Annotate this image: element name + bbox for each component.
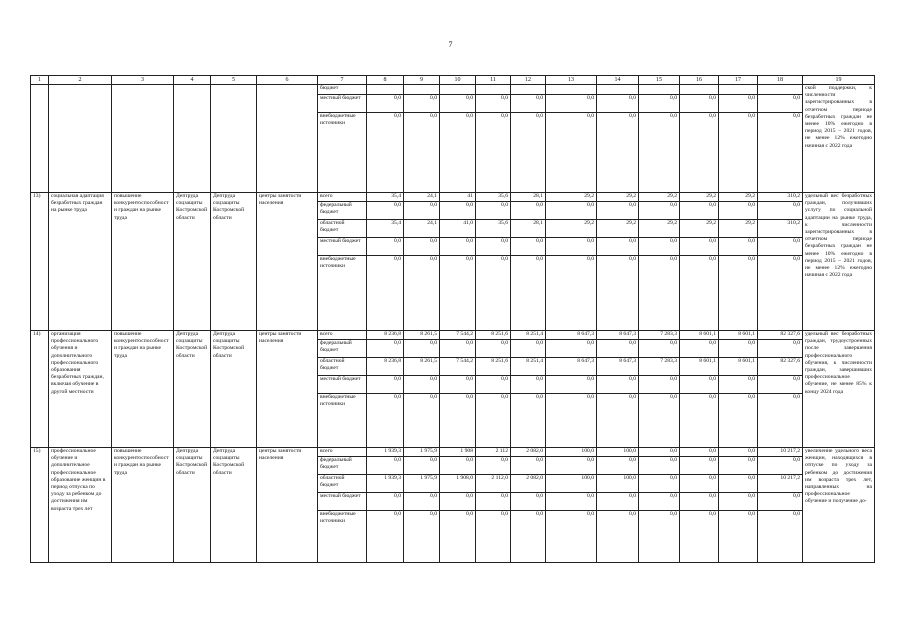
amount-cell: 0,0 (404, 95, 440, 113)
amount-cell: 0,0 (476, 113, 511, 193)
amount-cell (719, 85, 758, 95)
amount-cell: 2 112,0 (476, 475, 511, 493)
amount-cell: 0,0 (440, 113, 476, 193)
amount-cell: 8 251,4 (511, 331, 546, 340)
amount-cell: 82 327,6 (758, 358, 803, 376)
amount-cell: 0,0 (511, 394, 546, 448)
amount-cell: 0,0 (719, 95, 758, 113)
amount-cell: 0,0 (404, 256, 440, 331)
amount-cell: 0,0 (404, 202, 440, 220)
table-row (31, 85, 875, 95)
measure-goal: повышение конкурентоспособности граждан на рынке труда (112, 193, 174, 331)
amount-cell: 0,0 (476, 238, 511, 256)
amount-cell: 0,0 (758, 394, 803, 448)
column-header: 15 (639, 76, 680, 85)
amount-cell: 0,0 (404, 340, 440, 358)
funding-source: внебюджетные источники (318, 394, 367, 448)
amount-cell: 0,0 (680, 256, 719, 331)
amount-cell: 29,2 (597, 220, 639, 238)
target-indicator: удельный вес безработных граждан, получивших услугу по социальной адаптации на рынке труда, к численности зарегистрированных в отчетном периоде безработных граждан не менее 10% ежегодно в период 2015 – 2021 годов, не менее 12% ежегодно начиная с 2022 года (803, 193, 875, 331)
amount-cell (367, 85, 404, 95)
amount-cell: 0,0 (680, 457, 719, 475)
amount-cell: 0,0 (639, 95, 680, 113)
amount-cell: 0,0 (440, 256, 476, 331)
amount-cell: 0,0 (440, 394, 476, 448)
column-header: 2 (49, 76, 112, 85)
amount-cell: 29,2 (719, 193, 758, 202)
amount-cell: 0,0 (476, 493, 511, 511)
target-indicator: увеличение удельного веса женщин, находящихся в отпуске по уходу за ребенком до достижения им возраста трех лет, направленных на профессиональное обучение и получение до- (803, 448, 875, 563)
amount-cell: 0,0 (719, 113, 758, 193)
amount-cell: 28,1 (511, 193, 546, 202)
amount-cell: 100,0 (597, 448, 639, 457)
amount-cell: 0,0 (546, 394, 597, 448)
amount-cell: 0,0 (680, 340, 719, 358)
amount-cell: 0,0 (719, 457, 758, 475)
amount-cell: 8 601,1 (680, 331, 719, 340)
amount-cell: 0,0 (758, 238, 803, 256)
amount-cell: 8 601,1 (719, 331, 758, 340)
amount-cell: 0,0 (597, 376, 639, 394)
amount-cell: 0,0 (758, 511, 803, 563)
amount-cell: 0,0 (639, 202, 680, 220)
amount-cell: 0,0 (546, 376, 597, 394)
amount-cell: 0,0 (546, 493, 597, 511)
amount-cell: 0,0 (367, 202, 404, 220)
amount-cell: 0,0 (546, 95, 597, 113)
amount-cell: 0,0 (680, 202, 719, 220)
amount-cell: 0,0 (476, 376, 511, 394)
amount-cell: 1 939,3 (367, 475, 404, 493)
budget-table (30, 75, 875, 563)
amount-cell: 8 236,8 (367, 358, 404, 376)
target-indicator: удельный вес безработных граждан, трудоустроенных после завершения профессионального обучения, к численности граждан, завершивших профессиональное обучение, не менее 85% к концу 2024 года (803, 331, 875, 448)
amount-cell: 24,1 (404, 220, 440, 238)
column-header: 19 (803, 76, 875, 85)
amount-cell: 2 112 (476, 448, 511, 457)
table-row (31, 448, 875, 457)
amount-cell: 2 082,0 (511, 475, 546, 493)
amount-cell: 0,0 (597, 457, 639, 475)
amount-cell: 7 283,3 (639, 358, 680, 376)
amount-cell: 100,0 (546, 475, 597, 493)
amount-cell: 0,0 (639, 448, 680, 457)
amount-cell: 29,2 (546, 220, 597, 238)
amount-cell: 0,0 (367, 457, 404, 475)
amount-cell (440, 85, 476, 95)
measure-name (49, 85, 112, 193)
amount-cell: 0,0 (639, 475, 680, 493)
amount-cell: 0,0 (639, 493, 680, 511)
participants: центры занятости населения (257, 331, 318, 448)
amount-cell: 0,0 (511, 238, 546, 256)
funding-source: местный бюджет (318, 95, 367, 113)
amount-cell: 0,0 (404, 113, 440, 193)
funding-source: областной бюджет (318, 358, 367, 376)
amount-cell: 0,0 (404, 457, 440, 475)
amount-cell: 0,0 (404, 511, 440, 563)
amount-cell: 0,0 (367, 394, 404, 448)
column-header: 8 (367, 76, 404, 85)
amount-cell: 0,0 (719, 376, 758, 394)
group-number: 13) (31, 193, 49, 331)
amount-cell: 0,0 (367, 376, 404, 394)
amount-cell: 0,0 (639, 238, 680, 256)
funding-source: местный бюджет (318, 493, 367, 511)
amount-cell: 310,2 (758, 193, 803, 202)
amount-cell: 29,2 (639, 220, 680, 238)
amount-cell: 0,0 (511, 256, 546, 331)
column-header: 4 (174, 76, 211, 85)
measure-goal (112, 85, 174, 193)
amount-cell: 0,0 (639, 376, 680, 394)
amount-cell: 8 647,3 (597, 358, 639, 376)
amount-cell: 29,2 (680, 193, 719, 202)
amount-cell: 0,0 (597, 340, 639, 358)
amount-cell: 0,0 (680, 511, 719, 563)
amount-cell: 0,0 (511, 340, 546, 358)
amount-cell: 0,0 (597, 256, 639, 331)
amount-cell: 0,0 (440, 457, 476, 475)
amount-cell: 35,4 (367, 193, 404, 202)
amount-cell: 10 217,2 (758, 448, 803, 457)
executor: Депτруда соцзащиты Костромской области (174, 193, 211, 331)
amount-cell: 10 217,2 (758, 475, 803, 493)
amount-cell: 0,0 (680, 493, 719, 511)
amount-cell: 0,0 (511, 95, 546, 113)
amount-cell: 0,0 (597, 238, 639, 256)
amount-cell: 0,0 (597, 202, 639, 220)
amount-cell: 29,2 (719, 220, 758, 238)
amount-cell: 0,0 (719, 340, 758, 358)
amount-cell: 0,0 (597, 113, 639, 193)
amount-cell (758, 85, 803, 95)
amount-cell: 0,0 (546, 457, 597, 475)
amount-cell (511, 85, 546, 95)
amount-cell (476, 85, 511, 95)
funding-source: всего (318, 193, 367, 202)
group-number: 14) (31, 331, 49, 448)
measure-name: профессиональное обучение и дополнительное профессиональное образование женщин в период отпуска по уходу за ребенком до достижения им возраста трех лет (49, 448, 112, 563)
amount-cell: 29,2 (639, 193, 680, 202)
amount-cell: 0,0 (597, 493, 639, 511)
amount-cell: 0,0 (719, 256, 758, 331)
funding-source: областной бюджет (318, 475, 367, 493)
amount-cell: 0,0 (367, 511, 404, 563)
amount-cell: 0,0 (719, 202, 758, 220)
amount-cell: 0,0 (758, 376, 803, 394)
amount-cell: 0,0 (511, 457, 546, 475)
column-header: 10 (440, 76, 476, 85)
column-header: 1 (31, 76, 49, 85)
executor: Депτруда соцзащиты Костромской области (174, 448, 211, 563)
amount-cell: 35,6 (476, 193, 511, 202)
table-row (31, 193, 875, 202)
amount-cell: 0,0 (719, 238, 758, 256)
amount-cell: 0,0 (680, 376, 719, 394)
measure-goal: повышение конкурентоспособности граждан на рынке труда (112, 331, 174, 448)
amount-cell: 7 283,3 (639, 331, 680, 340)
amount-cell: 8 251,6 (476, 331, 511, 340)
funding-source: федеральный бюджет (318, 457, 367, 475)
amount-cell: 8 601,1 (680, 358, 719, 376)
amount-cell: 0,0 (680, 95, 719, 113)
amount-cell: 24,1 (404, 193, 440, 202)
coexecutor: Депτруда соцзащиты Костромской области (211, 193, 257, 331)
amount-cell: 0,0 (758, 202, 803, 220)
amount-cell: 8 251,4 (511, 358, 546, 376)
amount-cell: 29,2 (597, 193, 639, 202)
funding-source: внебюджетные источники (318, 113, 367, 193)
amount-cell: 100,0 (597, 475, 639, 493)
amount-cell: 0,0 (546, 511, 597, 563)
amount-cell: 0,0 (476, 202, 511, 220)
amount-cell: 0,0 (758, 95, 803, 113)
amount-cell: 0,0 (511, 202, 546, 220)
column-header: 17 (719, 76, 758, 85)
amount-cell: 82 327,6 (758, 331, 803, 340)
amount-cell: 1 975,9 (404, 448, 440, 457)
amount-cell: 0,0 (758, 256, 803, 331)
amount-cell: 0,0 (511, 493, 546, 511)
coexecutor (211, 85, 257, 193)
amount-cell: 0,0 (546, 256, 597, 331)
amount-cell: 0,0 (719, 394, 758, 448)
amount-cell: 8 261,5 (404, 358, 440, 376)
amount-cell: 0,0 (440, 376, 476, 394)
amount-cell: 29,2 (546, 193, 597, 202)
target-indicator: ской поддержки, к численности зарегистрированных в отчетном периоде безработных граждан не менее 10% ежегодно в период 2015 – 2021 годов, не менее 12% ежегодно начиная с 2022 года (803, 85, 875, 193)
funding-source: местный бюджет (318, 376, 367, 394)
funding-source: внебюджетные источники (318, 256, 367, 331)
amount-cell: 0,0 (476, 457, 511, 475)
amount-cell: 0,0 (476, 394, 511, 448)
amount-cell: 1 939,3 (367, 448, 404, 457)
amount-cell: 28,1 (511, 220, 546, 238)
amount-cell: 0,0 (680, 394, 719, 448)
amount-cell: 0,0 (597, 95, 639, 113)
coexecutor: Депτруда соцзащиты Костромской области (211, 331, 257, 448)
funding-source: федеральный бюджет (318, 340, 367, 358)
amount-cell: 8 261,5 (404, 331, 440, 340)
header-row (31, 76, 875, 85)
coexecutor: Депτруда соцзащиты Костромской области (211, 448, 257, 563)
amount-cell: 0,0 (546, 113, 597, 193)
amount-cell: 1 908 (440, 448, 476, 457)
amount-cell: 7 544,2 (440, 358, 476, 376)
amount-cell: 41,0 (440, 220, 476, 238)
amount-cell: 0,0 (719, 511, 758, 563)
funding-source: областной бюджет (318, 220, 367, 238)
amount-cell: 1 975,9 (404, 475, 440, 493)
amount-cell: 35,4 (367, 220, 404, 238)
amount-cell: 8 251,6 (476, 358, 511, 376)
amount-cell: 0,0 (440, 238, 476, 256)
amount-cell: 0,0 (758, 493, 803, 511)
amount-cell: 0,0 (440, 340, 476, 358)
column-header: 5 (211, 76, 257, 85)
amount-cell (404, 85, 440, 95)
amount-cell: 0,0 (639, 511, 680, 563)
amount-cell: 0,0 (367, 340, 404, 358)
amount-cell: 0,0 (719, 448, 758, 457)
amount-cell (597, 85, 639, 95)
amount-cell: 0,0 (476, 340, 511, 358)
amount-cell: 0,0 (680, 113, 719, 193)
amount-cell: 0,0 (719, 493, 758, 511)
amount-cell: 0,0 (440, 202, 476, 220)
amount-cell: 41 (440, 193, 476, 202)
amount-cell: 0,0 (476, 511, 511, 563)
column-header: 11 (476, 76, 511, 85)
column-header: 9 (404, 76, 440, 85)
amount-cell: 0,0 (367, 95, 404, 113)
column-header: 13 (546, 76, 597, 85)
amount-cell: 7 544,2 (440, 331, 476, 340)
amount-cell: 0,0 (511, 113, 546, 193)
executor: Депτруда соцзащиты Костромской области (174, 331, 211, 448)
amount-cell: 0,0 (639, 256, 680, 331)
amount-cell: 0,0 (367, 256, 404, 331)
column-header: 16 (680, 76, 719, 85)
amount-cell: 0,0 (367, 113, 404, 193)
amount-cell: 8 647,3 (597, 331, 639, 340)
amount-cell: 0,0 (440, 511, 476, 563)
amount-cell: 0,0 (367, 493, 404, 511)
funding-source: всего (318, 331, 367, 340)
amount-cell: 0,0 (476, 256, 511, 331)
participants: центры занятости населения (257, 193, 318, 331)
amount-cell: 0,0 (597, 511, 639, 563)
amount-cell: 35,6 (476, 220, 511, 238)
amount-cell: 0,0 (680, 448, 719, 457)
amount-cell: 0,0 (476, 95, 511, 113)
amount-cell: 0,0 (367, 238, 404, 256)
participants: центры занятости населения (257, 448, 318, 563)
amount-cell: 8 236,8 (367, 331, 404, 340)
amount-cell: 0,0 (404, 376, 440, 394)
amount-cell (639, 85, 680, 95)
amount-cell: 0,0 (511, 511, 546, 563)
participants (257, 85, 318, 193)
amount-cell: 0,0 (719, 475, 758, 493)
amount-cell: 0,0 (758, 457, 803, 475)
column-header: 3 (112, 76, 174, 85)
funding-source: местный бюджет (318, 238, 367, 256)
amount-cell: 0,0 (404, 238, 440, 256)
executor (174, 85, 211, 193)
funding-source: федеральный бюджет (318, 202, 367, 220)
amount-cell (546, 85, 597, 95)
column-header: 7 (318, 76, 367, 85)
amount-cell: 0,0 (546, 238, 597, 256)
amount-cell: 0,0 (546, 202, 597, 220)
amount-cell: 0,0 (404, 493, 440, 511)
amount-cell: 0,0 (440, 493, 476, 511)
amount-cell: 29,2 (680, 220, 719, 238)
amount-cell: 0,0 (639, 113, 680, 193)
column-header: 12 (511, 76, 546, 85)
amount-cell: 8 647,3 (546, 358, 597, 376)
amount-cell (680, 85, 719, 95)
measure-name: социальная адаптация безработных граждан на рынке труда (49, 193, 112, 331)
amount-cell: 0,0 (680, 475, 719, 493)
measure-goal: повышение конкурентоспособности граждан на рынке труда (112, 448, 174, 563)
column-header: 18 (758, 76, 803, 85)
amount-cell: 0,0 (597, 394, 639, 448)
funding-source: бюджет (318, 85, 367, 95)
amount-cell: 0,0 (440, 95, 476, 113)
funding-source: всего (318, 448, 367, 457)
amount-cell: 8 601,1 (719, 358, 758, 376)
funding-source: внебюджетные источники (318, 511, 367, 563)
group-number: 15) (31, 448, 49, 563)
table-row (31, 331, 875, 340)
group-number (31, 85, 49, 193)
amount-cell: 310,2 (758, 220, 803, 238)
amount-cell: 0,0 (758, 340, 803, 358)
amount-cell: 100,0 (546, 448, 597, 457)
amount-cell: 2 082,0 (511, 448, 546, 457)
amount-cell: 0,0 (511, 376, 546, 394)
column-header: 14 (597, 76, 639, 85)
amount-cell: 0,0 (404, 394, 440, 448)
amount-cell: 0,0 (639, 394, 680, 448)
amount-cell: 1 908,0 (440, 475, 476, 493)
page-number: 7 (448, 40, 453, 49)
amount-cell: 0,0 (639, 457, 680, 475)
amount-cell: 0,0 (680, 238, 719, 256)
amount-cell: 0,0 (546, 340, 597, 358)
amount-cell: 0,0 (758, 113, 803, 193)
amount-cell: 0,0 (639, 340, 680, 358)
column-header: 6 (257, 76, 318, 85)
amount-cell: 8 647,3 (546, 331, 597, 340)
measure-name: организация профессионального обучения и дополнительного профессионального образования безработных граждан, включая обучение в другой местности (49, 331, 112, 448)
